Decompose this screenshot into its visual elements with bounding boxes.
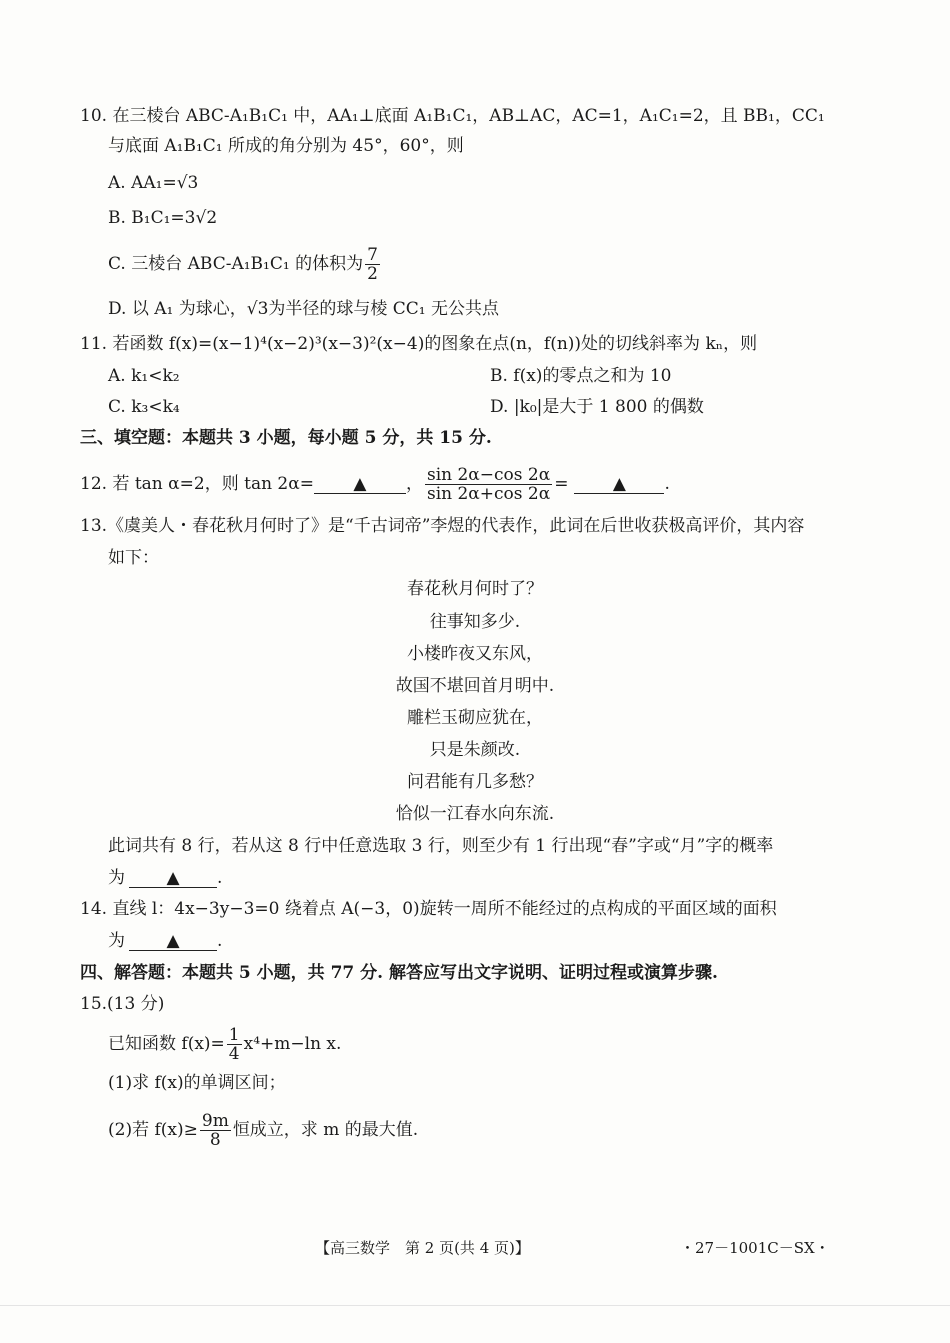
poem-line-2: 往事知多少.: [429, 612, 521, 632]
q10-option-b: B. B₁C₁=3√2: [108, 208, 218, 228]
q15-part2: [108, 1112, 418, 1149]
q12-fraction-numerator: sin 2α−cos 2α: [426, 465, 551, 485]
q11-line1: 11. 若函数 f(x)=(x−1)⁴(x−2)³(x−3)²(x−4)的图象在点(n，f(n))处的切线斜率为 kₙ，则: [80, 334, 758, 354]
poem-line-4: 故国不堪回首月明中.: [395, 676, 555, 696]
q15-part1: (1)求 f(x)的单调区间；: [108, 1073, 286, 1093]
q13-line1: 13.《虞美人・春花秋月何时了》是“千古词帝”李煜的代表作，此词在后世收获极高评价，其内容: [80, 516, 805, 536]
q12-comma: ，: [405, 474, 423, 494]
q13-line2: 如下：: [108, 548, 159, 568]
footer-code: ・27－1001C－SX・: [680, 1239, 830, 1257]
footer-page-info: 【高三数学 第 2 页(共 4 页)】: [315, 1239, 530, 1257]
q10-line2: 与底面 A₁B₁C₁ 所成的角分别为 45°，60°，则: [108, 136, 464, 156]
q15-intro-numerator: 1: [228, 1025, 240, 1045]
q11-option-c: C. k₃<k₄: [108, 397, 180, 417]
poem-line-3: 小楼昨夜又东风，: [407, 644, 543, 664]
q10-option-c: [108, 246, 382, 283]
poem-line-7: 问君能有几多愁？: [407, 772, 543, 792]
q10-option-c-denominator: 2: [367, 264, 378, 284]
q13-line4: [108, 866, 222, 890]
q15-part2-numerator: 9m: [201, 1111, 229, 1131]
q10-option-c-fraction: [365, 246, 380, 283]
q11-option-d: D. |k₀|是大于 1 800 的偶数: [490, 397, 704, 417]
q14-line1: 14. 直线 l：4x−3y−3=0 绕着点 A(−3，0)旋转一周所不能经过的点构成的平面区域的面积: [80, 899, 777, 919]
q12-end: .: [664, 474, 670, 494]
q15-part2-denominator: 8: [209, 1130, 221, 1150]
q15-intro-denominator: 4: [228, 1044, 240, 1064]
q14-answer-blank: ▲: [129, 932, 217, 951]
q11-option-a: A. k₁<k₂: [108, 366, 180, 386]
q10-option-c-text: C. 三棱台 ABC-A₁B₁C₁ 的体积为: [108, 254, 364, 274]
page-bottom-divider: [0, 1305, 950, 1306]
q10-option-a: A. AA₁=√3: [108, 173, 199, 193]
poem-line-5: 雕栏玉砌应犹在，: [407, 708, 543, 728]
poem-line-1: 春花秋月何时了？: [407, 579, 543, 599]
q13-line4-text: 为: [108, 868, 125, 888]
q12-fraction-denominator: sin 2α+cos 2α: [426, 484, 551, 504]
q12-line: [80, 466, 670, 503]
q14-line2-text: 为: [108, 931, 125, 951]
q10-option-d: D. 以 A₁ 为球心，√3为半径的球与棱 CC₁ 无公共点: [108, 299, 500, 319]
q12-equals: =: [554, 474, 569, 494]
q13-end: .: [217, 868, 223, 888]
q15-intro-text: 已知函数 f(x)=: [108, 1034, 225, 1054]
q15-part2-text: (2)若 f(x)≥: [108, 1120, 198, 1140]
q15-part2-fraction: [200, 1112, 231, 1149]
q14-end: .: [217, 931, 223, 951]
q10-option-c-numerator: 7: [367, 245, 378, 265]
q15-intro-fraction: [227, 1026, 242, 1063]
q13-line3: 此词共有 8 行，若从这 8 行中任意选取 3 行，则至少有 1 行出现“春”字或“月”字的概率: [108, 836, 774, 856]
q15-intro-rest: x⁴+m−ln x.: [243, 1034, 342, 1054]
q15-intro: [108, 1026, 341, 1063]
section-4-heading: 四、解答题：本题共 5 小题，共 77 分. 解答应写出文字说明、证明过程或演算步骤.: [80, 963, 718, 983]
poem-line-6: 只是朱颜改.: [429, 740, 521, 760]
q13-answer-blank: ▲: [129, 869, 217, 888]
q12-fraction: [425, 466, 552, 503]
q15-heading: 15.(13 分): [80, 994, 165, 1014]
q12-text: 12. 若 tan α=2，则 tan 2α=: [80, 474, 314, 494]
section-3-heading: 三、填空题：本题共 3 小题，每小题 5 分，共 15 分.: [80, 428, 492, 448]
q12-answer-blank-1: ▲: [314, 475, 406, 494]
q14-line2: [108, 929, 222, 953]
q10-line1: 10. 在三棱台 ABC-A₁B₁C₁ 中，AA₁⊥底面 A₁B₁C₁，AB⊥AC，AC=1，A₁C₁=2，且 BB₁，CC₁: [80, 106, 825, 126]
q12-answer-blank-2: ▲: [574, 475, 664, 494]
q15-part2-rest: 恒成立，求 m 的最大值.: [232, 1120, 419, 1140]
q11-option-b: B. f(x)的零点之和为 10: [490, 366, 672, 386]
poem-line-8: 恰似一江春水向东流.: [395, 804, 555, 824]
